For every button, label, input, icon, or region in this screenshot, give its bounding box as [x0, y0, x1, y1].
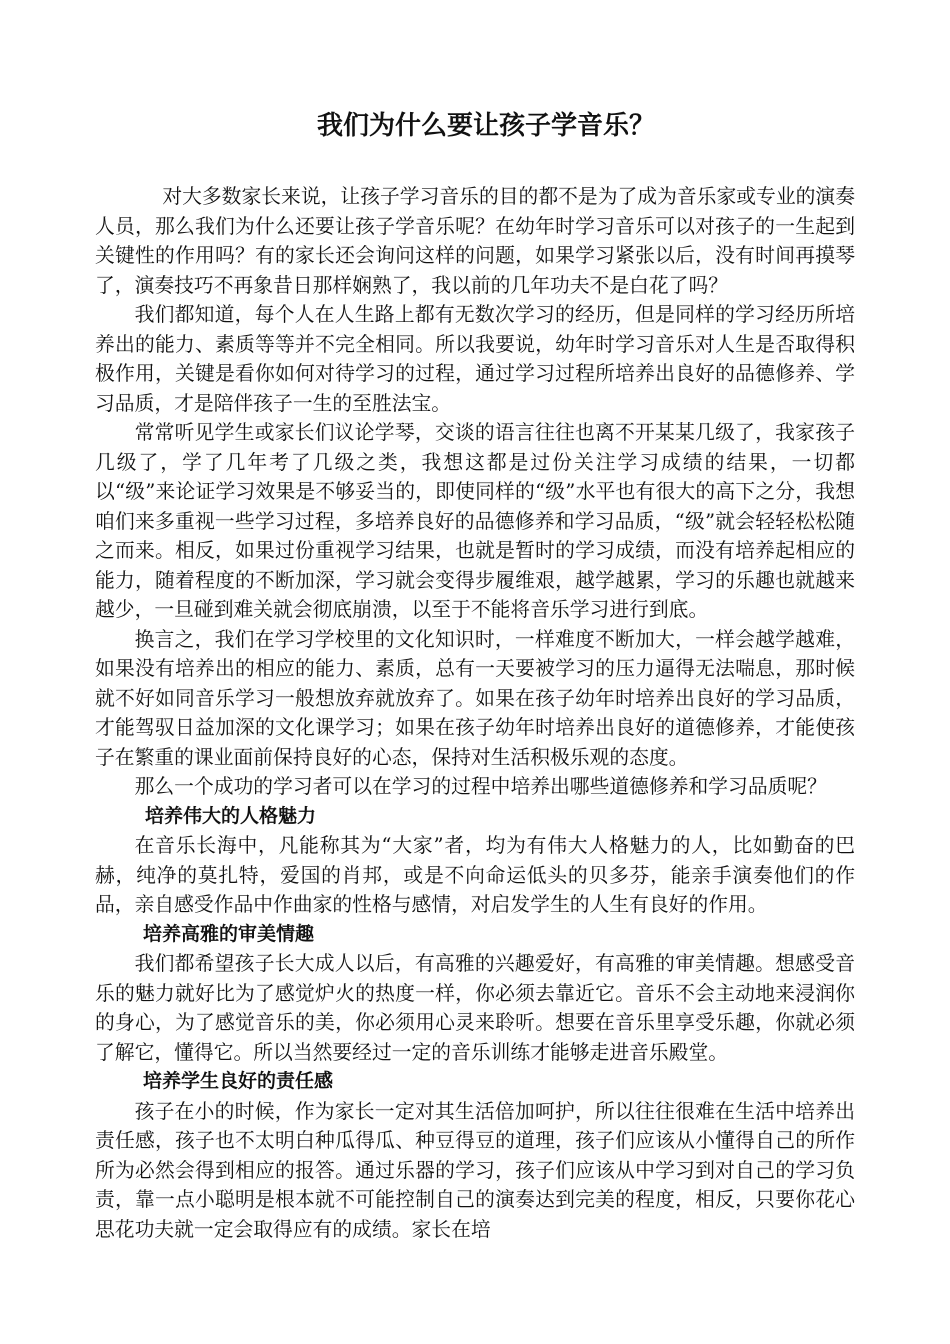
intro-paragraph: 对大多数家长来说，让孩子学习音乐的目的都不是为了成为音乐家或专业的演奏人员，那么我们为什么还要让孩子学音乐呢？在幼年时学习音乐可以对孩子的一生起到关键性的作用吗？有的家长还会询问这样的问题，如果学习紧张以后，没有时间再摸琴了，演奏技巧不再象昔日那样娴熟了，我以前的几年功夫不是白花了吗？	[95, 185, 855, 297]
section-heading-aesthetics: 培养高雅的审美情趣	[143, 922, 315, 945]
section-heading-personality: 培养伟大的人格魅力	[145, 804, 317, 827]
body-paragraph-question: 那么一个成功的学习者可以在学习的过程中培养出哪些道德修养和学习品质呢？	[134, 775, 827, 798]
page-title: 我们为什么要让孩子学音乐？	[316, 111, 655, 141]
section-heading-responsibility: 培养学生良好的责任感	[143, 1070, 334, 1092]
section-text-responsibility: 孩子在小的时候，作为家长一定对其生活倍加呵护，所以往往很难在生活中培养出责任感，孩子也不太明白种瓜得瓜、种豆得豆的道理，孩子们应该从小懂得自己的所作所为必然会得到相应的报答。通过乐器的学习，孩子们应该从中学习到对自己的学习负责，靠一点小聪明是根本就不可能控制自己的演奏达到完美的程度，相反，只要你花心思花功夫就一定会取得应有的成绩。家长在培	[95, 1099, 855, 1241]
section-text-aesthetics: 我们都希望孩子长大成人以后，有高雅的兴趣爱好，有高雅的审美情趣。想感受音乐的魅力就好比为了感觉炉火的热度一样，你必须去靠近它。音乐不会主动地来浸润你的身心，为了感觉音乐的美，你必须用心灵来聆听。想要在音乐里享受乐趣，你就必须了解它，懂得它。所以当然要经过一定的音乐训练才能够走进音乐殿堂。	[95, 952, 855, 1064]
body-paragraph-school-study: 换言之，我们在学习学校里的文化知识时，一样难度不断加大，一样会越学越难，如果没有培养出的相应的能力、素质，总有一天要被学习的压力逼得无法喘息，那时候就不好如同音乐学习一般想放弃就放弃了。如果在孩子幼年时培养出良好的学习品质，才能驾驭日益加深的文化课学习；如果在孩子幼年时培养出良好的道德修养，才能使孩子在繁重的课业面前保持良好的心态，保持对生活积极乐观的态度。	[95, 627, 855, 769]
body-paragraph-grade-levels: 常常听见学生或家长们议论学琴，交谈的语言往往也离不开某某几级了，我家孩子几级了，学了几年考了几级之类，我想这都是过份关注学习成绩的结果，一切都以“级”来论证学习效果是不够妥当的，即使同样的“级”水平也有很大的高下之分，我想咱们来多重视一些学习过程，多培养良好的品德修养和学习品质，“级”就会轻轻松松随之而来。相反，如果过份重视学习结果，也就是暂时的学习成绩，而没有培养起相应的能力，随着程度的不断加深，学习就会变得步履维艰，越学越累，学习的乐趣也就越来越少，一旦碰到难关就会彻底崩溃，以至于不能将音乐学习进行到底。	[95, 421, 855, 621]
body-paragraph-learning-process: 我们都知道，每个人在人生路上都有无数次学习的经历，但是同样的学习经历所培养出的能力、素质等等并不完全相同。所以我要说，幼年时学习音乐对人生是否取得积极作用，关键是看你如何对待学习的过程，通过学习过程所培养出良好的品德修养、学习品质，才是陪伴孩子一生的至胜法宝。	[95, 303, 855, 415]
section-text-personality: 在音乐长海中，凡能称其为“大家”者，均为有伟大人格魅力的人，比如勤奋的巴赫，纯净的莫扎特，爱国的肖邦，或是不向命运低头的贝多芬，能亲手演奏他们的作品，亲自感受作品中作曲家的性格与感情，对启发学生的人生有良好的作用。	[95, 834, 855, 916]
document-page	[95, 108, 855, 1244]
